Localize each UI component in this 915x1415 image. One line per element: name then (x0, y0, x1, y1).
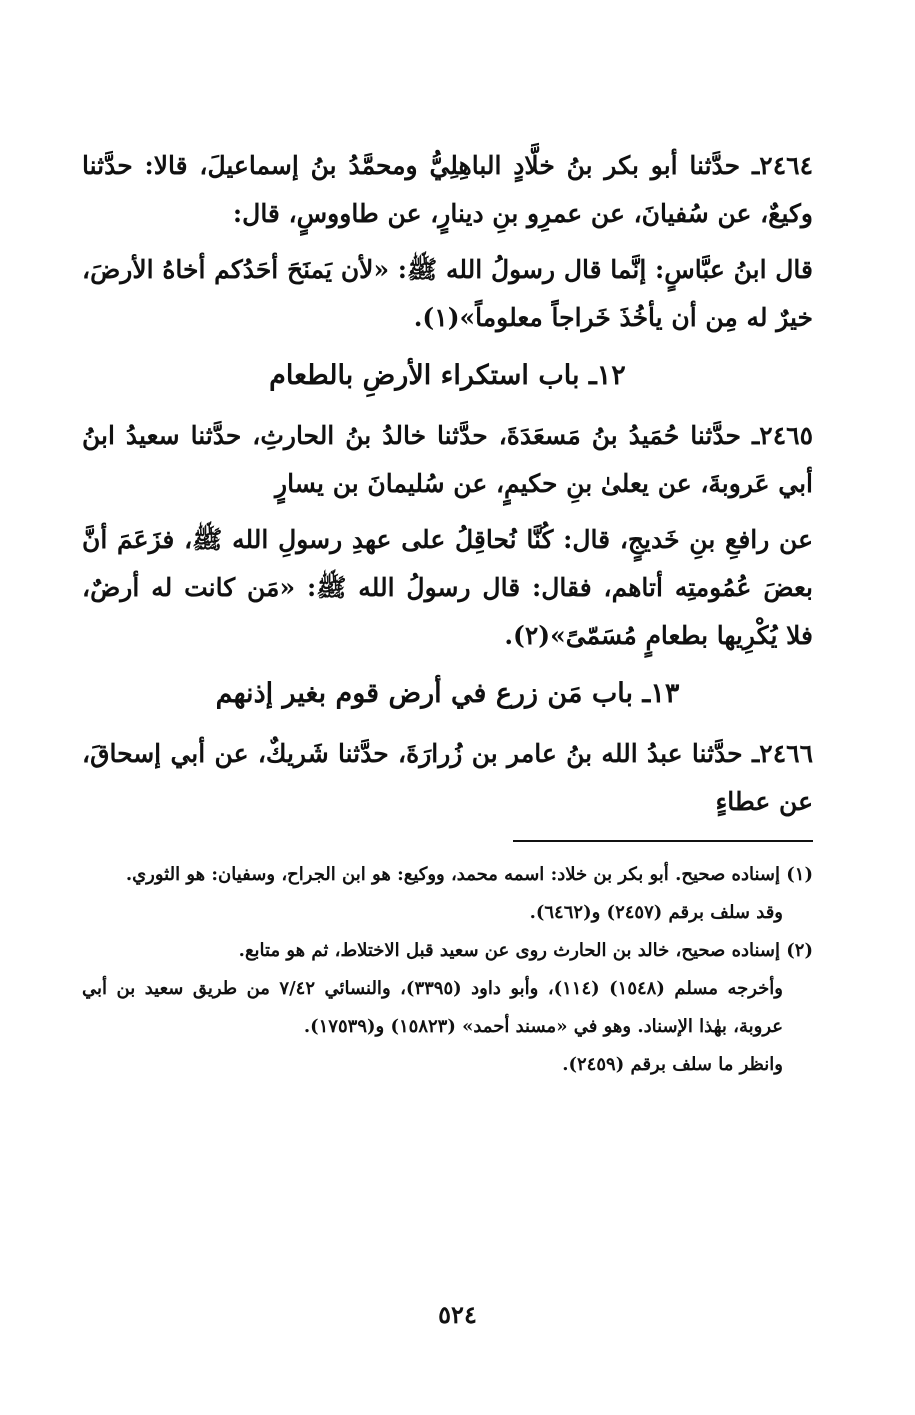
footnote-1: (١) إسناده صحيح. أبو بكر بن خلاد: اسمه محمد، ووكيع: هو ابن الجراح، وسفيان: هو الثوري. (125, 864, 813, 885)
footnote-2-see-also: وانظر ما سلف برقم (٢٤٥٩). (562, 1054, 783, 1075)
hadith-2466-chain: ٢٤٦٦ـ حدَّثنا عبدُ الله بنُ عامر بن زُرارَةَ، حدَّثنا شَريكٌ، عن أبي إسحاقَ، عن عطاءٍ (82, 739, 813, 816)
chapter-heading-13: ١٣ـ باب مَن زرع في أرض قوم بغير إذنهم (215, 678, 680, 709)
hadith-2464-text: قال ابنُ عبَّاسٍ: إنَّما قال رسولُ الله ﷺ: «لأن يَمنَحَ أحَدُكم أخاهُ الأرضَ، خيرٌ له مِن أن يأخُذَ خَراجاً معلوماً»(١). (82, 255, 813, 332)
chapter-heading-12: ١٢ـ باب استكراء الأرضِ بالطعام (269, 360, 626, 391)
page-number: ٥٢٤ (438, 1300, 477, 1329)
hadith-2465-text: عن رافعِ بنِ خَديجٍ، قال: كُنَّا نُحاقِلُ على عهدِ رسولِ الله ﷺ، فزَعَمَ أنَّ بعضَ عُمُومتِه أتاهم، فقال: قال رسولُ الله ﷺ: «مَن كانت له أرضٌ، فلا يُكْرِيها بطعامٍ مُسَمّىً»(٢). (82, 525, 813, 650)
hadith-2464-chain: ٢٤٦٤ـ حدَّثنا أبو بكر بنُ خلَّادٍ الباهِلِيُّ ومحمَّدُ بنُ إسماعيلَ، قالا: حدَّثنا وكيعٌ، عن سُفيانَ، عن عمرِو بنِ دينارٍ، عن طاووسٍ، قال: (82, 151, 813, 228)
footnote-separator (513, 840, 813, 842)
footnote-2-cont: وأخرجه مسلم (١٥٤٨) (١١٤)، وأبو داود (٣٣٩٥)، والنسائي ٧/٤٢ من طريق سعيد بن أبي عروبة، بهٰذا الإسناد. وهو في «مسند أحمد» (١٥٨٢٣) و(١٧٥٣٩). (82, 978, 783, 1037)
footnote-1-cont: وقد سلف برقم (٢٤٥٧) و(٦٤٦٢). (529, 902, 783, 923)
footnote-2: (٢) إسناده صحيح، خالد بن الحارث روى عن سعيد قبل الاختلاط، ثم هو متابع. (238, 940, 813, 961)
hadith-2465-chain: ٢٤٦٥ـ حدَّثنا حُمَيدُ بنُ مَسعَدَةَ، حدَّثنا خالدُ بنُ الحارثِ، حدَّثنا سعيدُ ابنُ أبي عَروبةَ، عن يعلىٰ بنِ حكيمٍ، عن سُليمانَ بن يسارٍ (82, 421, 813, 498)
